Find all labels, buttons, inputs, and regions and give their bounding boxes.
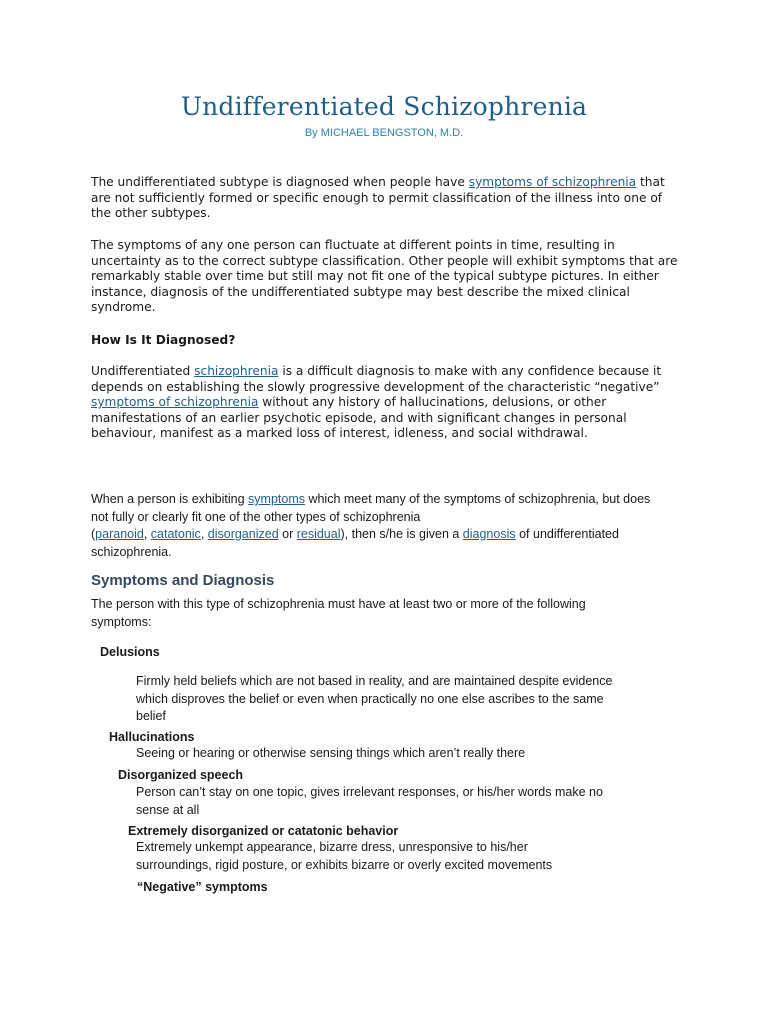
term-hallucinations: Hallucinations xyxy=(109,730,195,744)
desc-catatonic-behavior: Extremely unkempt appearance, bizarre dress, unresponsive to his/her surroundings, rigid posture, or exhibits bizarre or overly excited movements xyxy=(136,840,553,872)
paragraph-text: Undifferentiated xyxy=(91,364,195,378)
intro-text: The undifferentiated subtype is diagnosed when people have xyxy=(91,175,469,189)
term-delusions: Delusions xyxy=(100,645,160,659)
desc-hallucinations: Seeing or hearing or otherwise sensing things which aren’t really there xyxy=(136,746,526,760)
paragraph-text: , xyxy=(143,527,151,541)
symptoms-intro: The person with this type of schizophrenia must have at least two or more of the following symptoms: xyxy=(91,597,586,629)
intro-paragraph-1 xyxy=(91,175,683,222)
paragraph-text: ), then s/he is given a xyxy=(340,527,463,541)
link-paranoid[interactable]: paranoid xyxy=(95,527,144,541)
term-negative-symptoms: “Negative” symptoms xyxy=(137,880,268,894)
page-title: Undifferentiated Schizophrenia xyxy=(180,92,588,121)
paragraph-text: or xyxy=(278,527,297,541)
link-schizophrenia[interactable]: schizophrenia xyxy=(194,364,279,378)
how-diagnosed-paragraph xyxy=(91,364,687,442)
link-disorganized[interactable]: disorganized xyxy=(207,527,279,541)
link-residual[interactable]: residual xyxy=(296,527,341,541)
desc-delusions: Firmly held beliefs which are not based in reality, and are maintained despite evidence which disproves the belief or even when practically no one else ascribes to the same belief xyxy=(136,674,613,723)
paragraph-text: ( xyxy=(91,527,96,541)
how-diagnosed-heading: How Is It Diagnosed? xyxy=(91,333,236,347)
link-catatonic[interactable]: catatonic xyxy=(150,527,201,541)
link-symptoms[interactable]: symptoms xyxy=(248,492,305,506)
byline: By MICHAEL BENGSTON, M.D. xyxy=(304,127,464,139)
paragraph-text: When a person is exhibiting xyxy=(91,492,249,506)
intro-text: that are not sufficiently formed or specific enough to permit classification of the illness into one of the other subtypes. xyxy=(91,175,665,220)
paragraph-text: of undifferentiated schizophrenia. xyxy=(91,527,619,559)
symptoms-diagnosis-heading: Symptoms and Diagnosis xyxy=(91,572,275,589)
paragraph-text: , xyxy=(200,527,208,541)
exhibiting-paragraph xyxy=(91,491,671,561)
link-diagnosis[interactable]: diagnosis xyxy=(462,527,516,541)
link-symptoms-of-schizophrenia-2[interactable]: symptoms of schizophrenia xyxy=(91,395,259,409)
intro-paragraph-2: The symptoms of any one person can fluctuate at different points in time, resulting in uncertainty as to the correct subtype classification. Other people will exhibit symptoms that are remarkably stable over time but still may not fit one of the typical subtype pictures. In either instance, diagnosis of the undifferentiated subtype may best describe the mixed clinical syndrome. xyxy=(91,238,678,314)
term-catatonic-behavior: Extremely disorganized or catatonic behavior xyxy=(128,824,399,838)
paragraph-text: is a difficult diagnosis to make with any confidence because it depends on establishing the slowly progressive development of the characteristic “negative” xyxy=(91,364,662,394)
paragraph-text: which meet many of the symptoms of schizophrenia, but does not fully or clearly fit one of the other types of schizophrenia xyxy=(91,492,651,524)
term-disorganized-speech: Disorganized speech xyxy=(118,768,244,782)
paragraph-text: without any history of hallucinations, delusions, or other manifestations of an earlier psychotic episode, and with significant changes in personal behaviour, manifest as a marked loss of interest, idleness, and social withdrawal. xyxy=(91,395,627,440)
desc-disorganized-speech: Person can’t stay on one topic, gives irrelevant responses, or his/her words make no sense at all xyxy=(136,785,603,817)
link-symptoms-of-schizophrenia[interactable]: symptoms of schizophrenia xyxy=(468,175,637,189)
